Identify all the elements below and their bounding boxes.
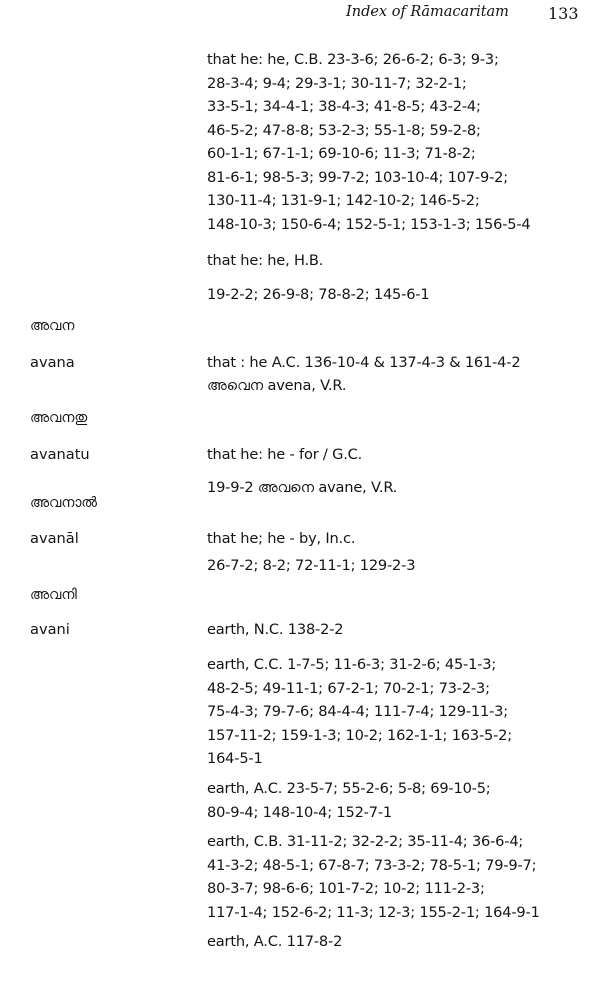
definition-line: 46-5-2; 47-8-8; 53-2-3; 55-1-8; 59-2-8; xyxy=(207,121,481,139)
variant-reading: 19-9-2 അവനെ avane, V.R. xyxy=(207,479,398,496)
headword-malayalam: അവനി xyxy=(30,587,77,603)
definition-line: 164-5-1 xyxy=(207,750,263,767)
headword-transliteration: avana xyxy=(30,354,75,371)
definition-line: earth, C.B. 31-11-2; 32-2-2; 35-11-4; 36-6-4; xyxy=(207,833,524,850)
definition-line: 117-1-4; 152-6-2; 11-3; 12-3; 155-2-1; 164-9-1 xyxy=(207,903,540,921)
definition-line: earth, C.C. 1-7-5; 11-6-3; 31-2-6; 45-1-3; xyxy=(207,656,497,673)
definition-line: that : he A.C. 136-10-4 & 137-4-3 & 161-4-2 xyxy=(207,354,521,371)
definition-line: 148-10-3; 150-6-4; 152-5-1; 153-1-3; 156-5-4 xyxy=(207,215,531,233)
definition-line: 80-9-4; 148-10-4; 152-7-1 xyxy=(207,803,392,821)
definition-line: 33-5-1; 34-4-1; 38-4-3; 41-8-5; 43-2-4; xyxy=(207,98,481,115)
headword-transliteration: avani xyxy=(30,621,70,638)
definition-line: earth, A.C. 23-5-7; 55-2-6; 5-8; 69-10-5; xyxy=(207,780,491,797)
reference-line: 19-2-2; 26-9-8; 78-8-2; 145-6-1 xyxy=(207,286,430,303)
definition-line: 48-2-5; 49-11-1; 67-2-1; 70-2-1; 73-2-3; xyxy=(207,679,490,697)
running-title: Index of Rāmacaritam xyxy=(346,4,509,20)
definition-line: 81-6-1; 98-5-3; 99-7-2; 103-10-4; 107-9-2; xyxy=(207,168,508,186)
variant-reading: അവെന avena, V.R. xyxy=(207,377,347,394)
definition-line: that he: he, C.B. 23-3-6; 26-6-2; 6-3; 9-3; xyxy=(207,51,499,68)
headword-malayalam: അവന xyxy=(30,318,75,334)
definition-line: that he: he - for / G.C. xyxy=(207,446,363,463)
definition-line: earth, N.C. 138-2-2 xyxy=(207,621,344,638)
definition-line: 130-11-4; 131-9-1; 142-10-2; 146-5-2; xyxy=(207,192,480,209)
headword-malayalam: അവനാൽ xyxy=(30,495,98,511)
definition-line: 75-4-3; 79-7-6; 84-4-4; 111-7-4; 129-11-3; xyxy=(207,703,508,720)
headword-malayalam: അവനതു xyxy=(30,410,88,426)
definition-line: 41-3-2; 48-5-1; 67-8-7; 73-3-2; 78-5-1; 79-9-7; xyxy=(207,856,537,874)
page-header xyxy=(0,4,600,30)
page-number: 133 xyxy=(548,4,579,23)
definition-line: that he: he, H.B. xyxy=(207,252,324,269)
definition-line: 28-3-4; 9-4; 29-3-1; 30-11-7; 32-2-1; xyxy=(207,74,467,92)
definition-line: earth, A.C. 117-8-2 xyxy=(207,933,343,950)
headword-transliteration: avanatu xyxy=(30,446,90,463)
definition-line: 157-11-2; 159-1-3; 10-2; 162-1-1; 163-5-2; xyxy=(207,726,512,744)
definition-line: 80-3-7; 98-6-6; 101-7-2; 10-2; 111-2-3; xyxy=(207,880,485,897)
reference-line: 26-7-2; 8-2; 72-11-1; 129-2-3 xyxy=(207,557,416,574)
definition-line: that he; he - by, In.c. xyxy=(207,530,356,547)
headword-transliteration: avanāl xyxy=(30,530,79,547)
definition-line: 60-1-1; 67-1-1; 69-10-6; 11-3; 71-8-2; xyxy=(207,145,476,162)
